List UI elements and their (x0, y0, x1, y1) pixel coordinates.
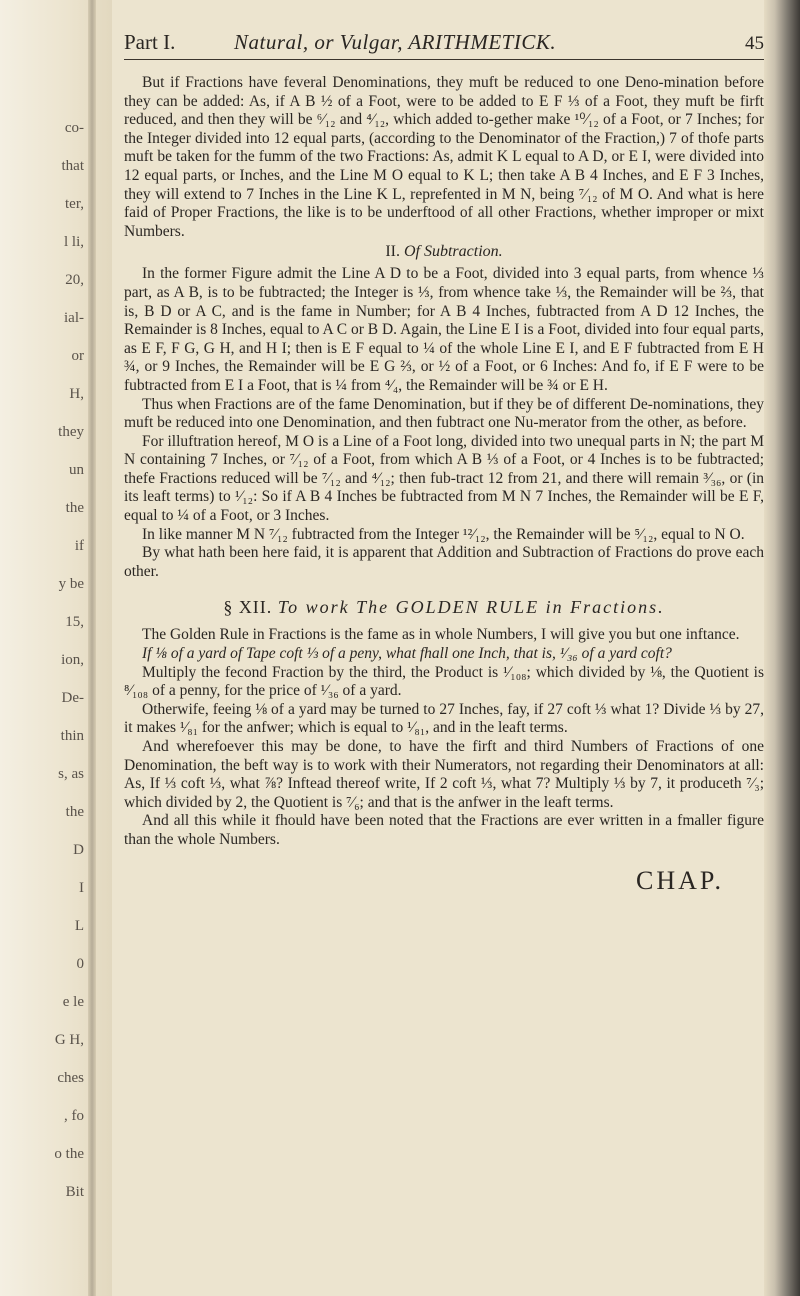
golden-paragraph-2: If ⅛ of a yard of Tape coft ⅓ of a peny, what fhall one Inch, that is, ¹⁄₃₆ of a yard coft? (142, 645, 672, 663)
subtraction-paragraph-5: By what hath been here faid, it is apparent that Addition and Subtraction of Fractions do prove each other. (124, 544, 764, 580)
margin-fragment: un (69, 462, 84, 478)
margin-fragment: or (71, 348, 84, 364)
margin-fragment: thin (60, 728, 84, 744)
margin-fragment: that (61, 158, 84, 174)
subtraction-paragraph-4: In like manner M N ⁷⁄₁₂ fubtracted from the Integer ¹²⁄₁₂, the Remainder will be ⁵⁄₁₂, equal to N O. (142, 525, 745, 543)
margin-fragment: D (73, 842, 84, 858)
margin-fragment: , fo (64, 1108, 84, 1124)
margin-fragment: co- (64, 120, 84, 136)
golden-paragraph-3: Multiply the fecond Fraction by the third, the Product is ¹⁄₁₀₈; which divided by ⅛, the Quotient is ⁸⁄₁₀₈ of a penny, for the price of ¹⁄₃₆ of a yard. (124, 663, 764, 700)
margin-fragment: ter, (65, 196, 84, 212)
catchword: CHAP. (636, 865, 724, 895)
margin-fragment: if (74, 538, 84, 554)
margin-fragment: Bit (65, 1184, 84, 1200)
running-header (124, 30, 764, 60)
margin-fragment: the (65, 500, 84, 516)
chapter-heading-golden-rule (124, 597, 764, 618)
section-roman: II. (385, 243, 400, 261)
margin-fragment: they (58, 424, 84, 440)
section-title: Of Subtraction. (403, 243, 503, 261)
golden-paragraph-6: And all this while it fhould have been noted that the Fractions are ever written in a fmaller figure than the whole Numbers. (124, 812, 764, 848)
margin-fragment: ion, (61, 652, 84, 668)
margin-fragment: y be (58, 576, 84, 592)
margin-fragment: 15, (65, 614, 84, 630)
margin-fragment: De- (61, 690, 84, 706)
section-heading-subtraction (124, 243, 764, 261)
margin-fragment: s, as (58, 766, 84, 782)
golden-paragraph-5: And wherefoever this may be done, to have the firft and third Numbers of Fractions of one Denomination, the beft way is to work with their Numerators, not regarding their Denominators at all: As, If ⅓ coft ⅓, what ⅞? Inftead thereof write, If 2 coft ⅓, what 7? Multiply ⅓ by 7, it produceth ⁷⁄₃; which divided by 2, the Quotient is ⁷⁄₆; and that is the anfwer in the leaft terms. (124, 738, 764, 811)
margin-fragment: ial- (64, 310, 84, 326)
margin-fragment: o the (54, 1146, 84, 1162)
running-title: Natural, or Vulgar, ARITHMETICK. (234, 30, 557, 54)
chapter-number: § XII. (223, 597, 273, 618)
addition-paragraph: But if Fractions have feveral Denominations, they muft be reduced to one Deno-mination before they can be added: As, if A B ½ of a Foot, were to be added to E F ⅓ of a Foot, they muft be firft reduced, and then they will be ⁶⁄₁₂ and ⁴⁄₁₂, which added to-gether make ¹⁰⁄₁₂ of a Foot, or 7 Inches; for the Integer divided into 12 equal parts, (according to the Denominator of the Fraction,) 7 of thofe parts muft be taken for the fumm of the two Fractions: As, admit K L equal to A D, or E I, were divided into 12 equal parts, or Inches, and the Line M O equal to K L; then take A B 4 Inches, and E F 3 Inches, they will extend to 7 Inches in the Line K L, reprefented in M N, being ⁷⁄₁₂ of M O. And what is here faid of Proper Fractions, the like is to be underftood of all other Fractions, whether improper or mixt Numbers. (124, 74, 764, 240)
margin-fragment: I (79, 880, 84, 896)
golden-paragraph-1: The Golden Rule in Fractions is the fame as in whole Numbers, I will give you but one inftance. (142, 626, 740, 644)
subtraction-paragraph-3: For illuftration hereof, M O is a Line of a Foot long, divided into two unequal parts in N; the part M N containing 7 Inches, or ⁷⁄₁₂ of a Foot, from which A B ⅓ of a Foot, or 4 Inches is to be fubtracted; thefe Fractions reduced will be ⁷⁄₁₂ and ⁴⁄₁₂; then fub-tract 12 from 21, and there will remain ³⁄₃₆, or (in its leaft terms) to ¹⁄₁₂: So if A B 4 Inches be fubtracted from M N 7 Inches, the Remainder will be E F, equal to ¼ of a Foot, or 3 Inches. (124, 432, 764, 525)
margin-fragment: 0 (76, 956, 84, 972)
margin-fragment: G H, (54, 1032, 84, 1048)
page-edge-right (764, 0, 800, 1296)
margin-fragment: 20, (65, 272, 84, 288)
previous-page-edge (0, 0, 112, 1296)
margin-fragment: ches (57, 1070, 84, 1086)
book-page (124, 30, 764, 896)
binding-shadow (88, 0, 96, 1296)
part-label: Part I. (124, 30, 176, 54)
subtraction-paragraph-1: In the former Figure admit the Line A D to be a Foot, divided into 3 equal parts, from whence ⅓ part, as A B, is to be fubtracted; the Integer is ⅓, from whence take ⅓, the Remainder will be ⅔, that is, B D or A C, and is the fame in Number; for A B 4 Inches, fubtracted from A D 12 Inches, the Remainder is 8 Inches, equal to A C or B D. Again, the Line E I is a Foot, divided into four equal parts, as E F, F G, G H, and H I; then is E F equal to ¼ of the whole Line E I, and E F fubtracted from E H ¾, or 9 Inches, the Remainder will be E G ⅔, or ½ of a Foot, or 6 Inches: And fo, if E F were to be fubtracted from E I a Foot, that is ¼ from ⁴⁄₄, the Remainder will be ¾ or E H. (124, 265, 764, 394)
margin-fragment: L (74, 918, 84, 934)
page-number: 45 (745, 33, 764, 54)
golden-paragraph-4: Otherwife, feeing ⅛ of a yard may be turned to 27 Inches, fay, if 27 coft ⅓ what 1? Divide ⅓ by 27, it makes ¹⁄₈₁ for the anfwer; which is equal to ¹⁄₈₁, and in the leaft terms. (124, 700, 764, 737)
margin-fragment: H, (69, 386, 84, 402)
margin-fragment: the (65, 804, 84, 820)
chapter-title: To work The GOLDEN RULE in Fractions. (277, 597, 665, 618)
margin-fragment: l li, (63, 234, 84, 250)
subtraction-paragraph-2: Thus when Fractions are of the fame Denomination, but if they be of different De-nominations, they muft be reduced into one Denomination, and then fubtract one Nu-merator from the other, as before. (124, 395, 764, 432)
margin-fragment: e le (62, 994, 84, 1010)
